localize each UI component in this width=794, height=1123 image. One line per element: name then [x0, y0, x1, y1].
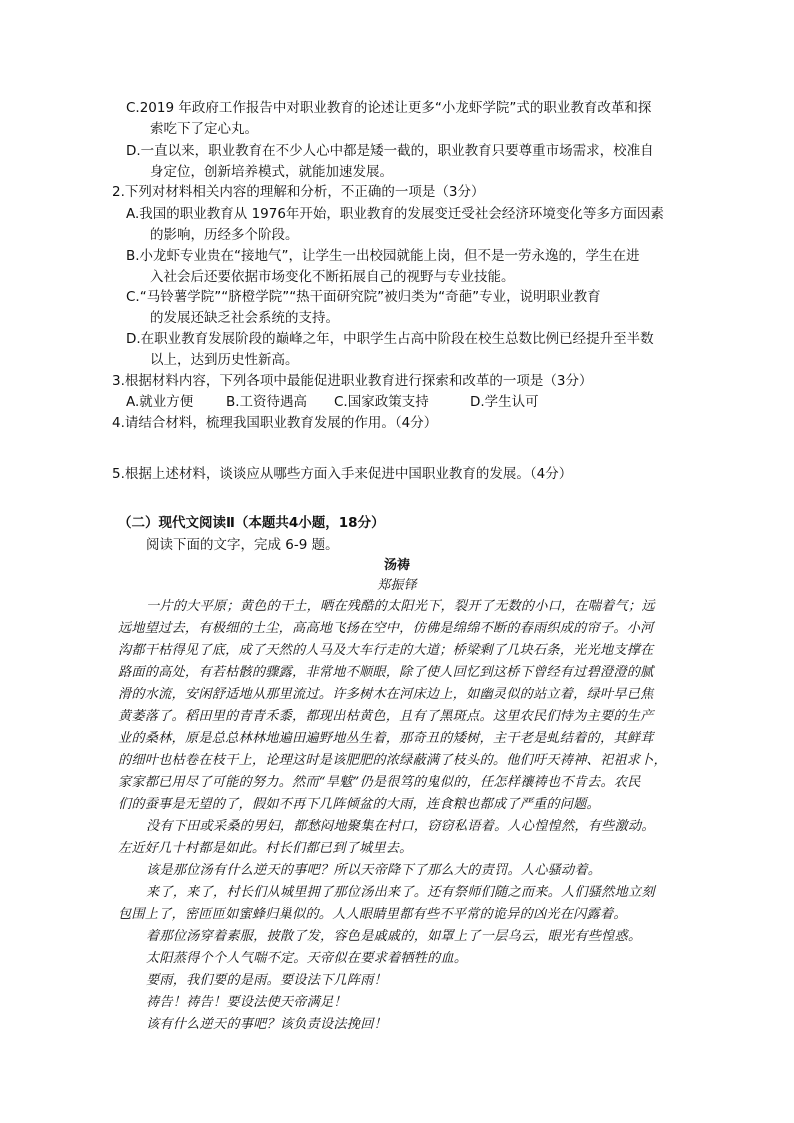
q3-option-d: D.学生认可: [470, 394, 539, 410]
q1-option-c-line1: C.2019 年政府工作报告中对职业教育的论述让更多“小龙虾学院”式的职业教育改革和探: [126, 100, 652, 116]
q3-stem: 3.根据材料内容，下列各项中最能促进职业教育进行探索和改革的一项是（3分）: [112, 373, 593, 389]
story-line: 该有什么逆天的事吧？该负责设法挽回！: [146, 1017, 387, 1032]
story-line: 滑的水流，安闲舒适地从那里流过。许多树木在河床边上，如幽灵似的站立着，绿叶早已焦: [118, 687, 654, 702]
story-line: 太阳蒸得个个人气喘不定。天帝似在要求着牺牲的血。: [146, 951, 468, 966]
q2-option-d-line1: D.在职业教育发展阶段的巅峰之年，中职学生占高中阶段在校生总数比例已经提升至半数: [126, 331, 654, 347]
story-line: 们的蚕事是无望的了，假如不再下几阵倾盆的大雨，连食粮也都成了严重的问题。: [118, 797, 600, 812]
story-line: 左近好几十村都是如此。村长们都已到了城里去。: [118, 841, 413, 856]
story-line: 业的桑林，原是总总林林地遍田遍野地丛生着，那奇丑的矮树，主干老是虬结着的，其鲜茸: [118, 731, 654, 746]
q5-stem: 5.根据上述材料，谈谈应从哪些方面入手来促进中国职业教育的发展。（4分）: [112, 466, 573, 482]
q2-option-b-line2: 入社会后还要依据市场变化不断拓展自己的视野与专业技能。: [150, 269, 515, 285]
story-line: 该是那位汤有什么逆天的事吧？所以天帝降下了那么大的责罚。人心骚动着。: [146, 863, 602, 878]
story-line: 沟都干枯得见了底，成了天然的人马及大车行走的大道；桥梁剩了几块石条，光光地支撑在: [118, 643, 654, 658]
section2-instruction: 阅读下面的文字，完成 6-9 题。: [146, 537, 339, 553]
story-author: 郑振铎: [377, 578, 417, 593]
story-line: 着那位汤穿着素服，披散了发，容色是戚戚的，如罩上了一层乌云，眼光有些惶惑。: [146, 929, 642, 944]
q2-option-b-line1: B.小龙虾专业贵在“接地气”，让学生一出校园就能上岗，但不是一劳永逸的，学生在进: [126, 248, 640, 264]
story-line: 祷告！祷告！要设法使天帝满足！: [146, 995, 347, 1010]
q1-option-c-line2: 索吃下了定心丸。: [150, 121, 258, 137]
q2-option-a-line1: A.我国的职业教育从 1976年开始，职业教育的发展变迁受社会经济环境变化等多方面因素: [126, 206, 664, 222]
q2-stem: 2.下列对材料相关内容的理解和分析，不正确的一项是（3分）: [112, 184, 485, 200]
story-line: 家家都已用尽了可能的努力。然而“旱魃”仍是很笃的鬼似的，任怎样禳祷也不肯去。农民: [118, 775, 641, 790]
q3-option-c: C.国家政策支持: [334, 394, 429, 410]
q2-option-c-line1: C.“马铃薯学院”“脐橙学院”“热干面研究院”被归类为“奇葩”专业，说明职业教育: [126, 289, 601, 305]
q4-stem: 4.请结合材料，梳理我国职业教育发展的作用。（4分）: [112, 415, 438, 431]
q1-option-d-line1: D.一直以来，职业教育在不少人心中都是矮一截的，职业教育只要尊重市场需求，校准自: [126, 143, 654, 159]
story-line: 路面的高处，有若枯骸的骤露，非常地不顺眼，除了使人回忆到这桥下曾经有过碧澄澄的腻: [118, 665, 654, 680]
section2-heading: （二）现代文阅读Ⅱ（本题共4小题，18分）: [118, 515, 385, 531]
q2-option-d-line2: 以上，达到历史性新高。: [150, 352, 299, 368]
story-line: 没有下田或采桑的男妇，都愁闷地聚集在村口，窃窃私语着。人心惶惶然，有些激动。: [146, 819, 655, 834]
story-line: 包围上了，密匝匝如蜜蜂归巢似的。人人眼睛里都有些不平常的诡异的凶光在闪露着。: [118, 907, 627, 922]
q2-option-a-line2: 的影响，历经多个阶段。: [150, 227, 299, 243]
story-line: 要雨，我们要的是雨。要设法下几阵雨！: [146, 973, 387, 988]
story-line: 黄萎落了。稻田里的青青禾黍，都现出枯黄色，且有了黑斑点。这里农民们恃为主要的生产: [118, 709, 654, 724]
story-line: 一片的大平原；黄色的干土，晒在残酷的太阳光下，裂开了无数的小口，在喘着气；远: [146, 599, 655, 614]
story-line: 来了，来了，村长们从城里拥了那位汤出来了。还有祭师们随之而来。人们骚然地立刻: [146, 885, 655, 900]
q2-option-c-line2: 的发展还缺乏社会系统的支持。: [150, 310, 339, 326]
story-line: 远地望过去，有极细的土尘，高高地飞扬在空中，仿佛是绵绵不断的春雨织成的帘子。小河: [118, 621, 654, 636]
q3-option-a: A.就业方便: [126, 394, 194, 410]
story-title: 汤祷: [383, 558, 410, 573]
q3-option-b: B.工资待遇高: [226, 394, 308, 410]
q1-option-d-line2: 身定位，创新培养模式，就能加速发展。: [150, 164, 393, 180]
story-line: 的细叶也枯卷在枝干上，论理这时是该肥肥的浓绿蔽满了枝头的。他们吁天祷神、祀祖求卜，: [118, 753, 667, 768]
